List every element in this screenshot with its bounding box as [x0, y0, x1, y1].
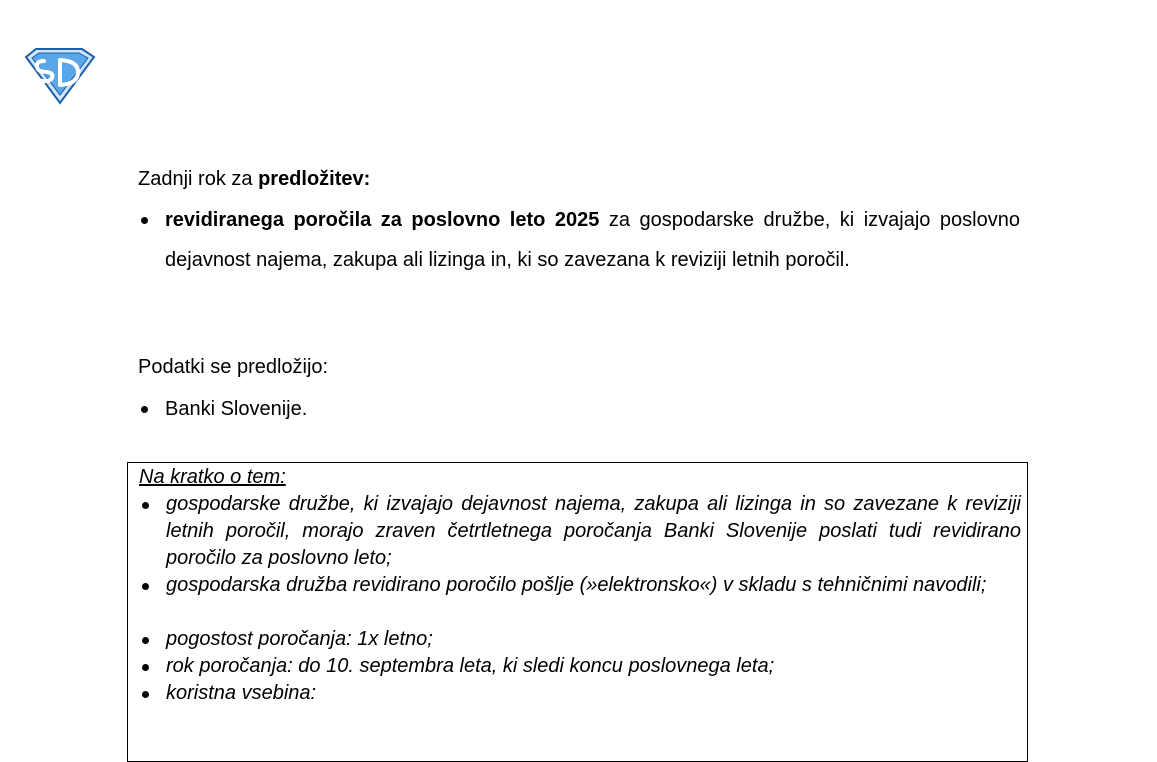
list-item: rok poročanja: do 10. septembra leta, ki sledi koncu poslovnega leta; — [139, 653, 1021, 680]
list-item: pogostost poročanja: 1x letno; — [139, 626, 1021, 653]
list-item: koristna vsebina: — [139, 680, 1021, 707]
list-item: revidiranega poročila za poslovno leto 2025 za gospodarske družbe, ki izvajajo poslovno dejavnost najema, zakupa ali lizinga in, ki so zavezana k reviziji letnih poročil. — [138, 200, 1020, 280]
summary-title: Na kratko o tem: — [139, 466, 286, 488]
summary-box — [127, 462, 1028, 762]
list-item: Banki Slovenije. — [138, 389, 1020, 429]
intro-deadline: Zadnji rok za predložitev: — [138, 168, 371, 190]
list-item: gospodarske družbe, ki izvajajo dejavnost najema, zakupa ali lizinga in so zavezane k reviziji letnih poročil, morajo zraven četrtletnega poročanja Banki Slovenije poslati tudi revidirano poročilo za poslovno leto; — [139, 491, 1021, 572]
summary-list — [139, 491, 1021, 707]
deadline-list — [138, 200, 1020, 280]
list-item: gospodarska družba revidirano poročilo pošlje (»elektronsko«) v skladu s tehničnimi navodili; — [139, 572, 1021, 599]
recipient-list — [138, 389, 1020, 429]
intro-recipient: Podatki se predložijo: — [138, 356, 329, 378]
company-logo-icon — [22, 47, 96, 105]
